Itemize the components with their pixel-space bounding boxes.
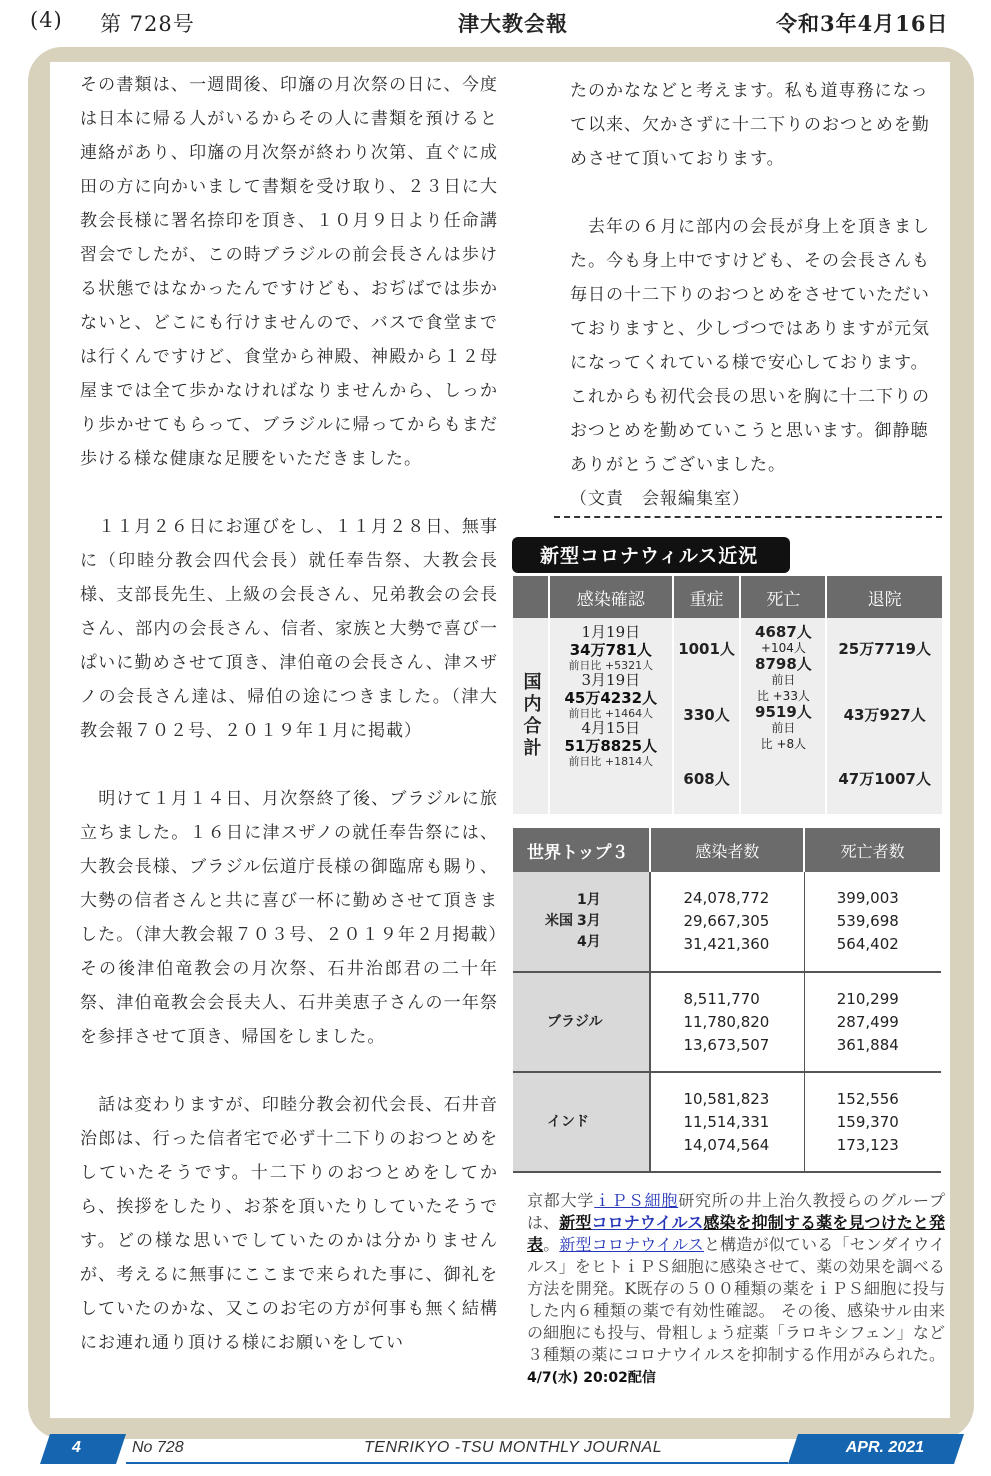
deaths-diff: 比 +33人 <box>756 689 810 703</box>
world-top3-table <box>513 828 942 1173</box>
news-text: 研究所の井上治久教授らのグループは、 <box>527 1191 945 1232</box>
news-bold: 感染を抑制する薬を見つけたと発表 <box>527 1213 945 1254</box>
month-label: 1月 <box>577 892 601 908</box>
news-bold: 新型 <box>559 1213 592 1232</box>
cases-cell <box>650 1072 804 1172</box>
cases-value: 11,514,331 <box>683 1112 770 1131</box>
column-header: 死亡 <box>740 576 826 618</box>
date-label: 1月19日 <box>581 623 641 641</box>
cases-value: 11,780,820 <box>683 1012 770 1031</box>
news-text: 京都大学 <box>527 1191 595 1210</box>
country-name: ブラジル <box>513 972 650 1072</box>
date-label: 4月15日 <box>581 719 641 737</box>
news-text: 。 <box>543 1235 560 1254</box>
deaths-diff: 比 +8人 <box>760 737 807 751</box>
confirmed-cell <box>549 618 673 814</box>
deaths-value: 287,499 <box>836 1012 899 1031</box>
footer-page: 4 <box>72 1439 81 1456</box>
deaths-value: 210,299 <box>836 989 899 1008</box>
corona-banner: 新型コロナウィルス近況 <box>512 537 790 573</box>
deaths-value: 4687人 <box>755 623 812 641</box>
footer-issue: No 728 <box>132 1439 184 1456</box>
deaths-cell <box>740 618 826 814</box>
dashed-divider <box>554 516 942 518</box>
ips-link[interactable]: ｉＰＳ細胞 <box>594 1191 679 1210</box>
issue-date: 令和3年4月16日 <box>776 11 949 36</box>
news-clip <box>527 1190 945 1389</box>
country-cell <box>513 872 650 972</box>
recovered-value: 47万1007人 <box>838 770 931 788</box>
page-number: (4) <box>30 8 63 32</box>
deaths-value: 173,123 <box>836 1135 899 1154</box>
article-paragraph: たのかななどと考えます。私も道専務になって以来、欠かさずに十二下りのおつとめを勤めさせて頂いております。 <box>570 81 930 169</box>
coronavirus-link[interactable]: コロナウイルス <box>591 1213 704 1232</box>
deaths-value: 8798人 <box>755 655 812 673</box>
deaths-cell <box>804 1072 941 1172</box>
cases-value: 31,421,360 <box>683 935 770 953</box>
cases-value: 24,078,772 <box>683 889 770 907</box>
article-paragraph: １１月２６日にお運びをし、１１月２８日、無事に（印睦分教会四代会長）就任奉告祭、大教会長様、支部長先生、上級の会長さん、兄弟教会の会長さん、部内の会長さん、信者、家族と大勢で喜び一ぱいに勤めさせて頂き、津伯竜の会長さん、津スザノの会長さん達は、帰伯の途につきました。（津大教会報７０２号、２０１９年１月に掲載） <box>80 517 498 741</box>
cases-value: 13,673,507 <box>683 1035 770 1054</box>
cases-cell <box>650 972 804 1072</box>
recovered-value: 25万7719人 <box>838 640 931 658</box>
severe-value: 330人 <box>683 706 730 724</box>
left-column <box>80 68 498 1360</box>
deaths-cell <box>804 972 941 1072</box>
column-header: 世界トップ３ <box>513 828 650 872</box>
deaths-diff: 前日 <box>771 721 796 735</box>
month-label: 4月 <box>577 934 601 950</box>
deaths-value: 539,698 <box>836 912 899 930</box>
severe-value: 608人 <box>683 770 730 788</box>
country-name: インド <box>513 1072 650 1172</box>
recovered-cell <box>826 618 943 814</box>
table-row <box>513 1072 941 1172</box>
deaths-value: 152,556 <box>836 1089 899 1108</box>
diff-value: 前日比 +1464人 <box>568 707 654 720</box>
table-row <box>513 972 941 1072</box>
cases-value: 14,074,564 <box>683 1135 770 1154</box>
deaths-diff: +104人 <box>760 641 806 655</box>
severe-value: 1001人 <box>678 640 735 658</box>
deaths-diff: 前日 <box>771 673 796 687</box>
issue-number: 第 728号 <box>100 12 195 36</box>
page-header <box>0 0 991 46</box>
table-row <box>513 872 941 972</box>
cases-value: 29,667,305 <box>683 912 770 930</box>
article-paragraph: 去年の６月に部内の会長が身上を頂きました。今も身上中ですけども、その会長さんも毎日の十二下りのおつとめをさせていただいておりますと、少しづつではありますが元気になってくれている様で安心しております。これからも初代会長の思いを胸に十二下りのおつとめを勤めていこうと思います。御静聴ありがとうございました。 <box>570 217 930 475</box>
column-header: 死亡者数 <box>804 828 941 872</box>
confirmed-value: 34万781人 <box>569 641 652 659</box>
deaths-value: 564,402 <box>836 935 899 953</box>
column-header: 感染者数 <box>650 828 804 872</box>
deaths-cell <box>804 872 941 972</box>
confirmed-value: 45万4232人 <box>564 689 658 707</box>
country-name: 米国 <box>545 913 573 929</box>
cases-value: 8,511,770 <box>683 989 760 1008</box>
table-corner <box>513 576 549 618</box>
page-footer <box>40 1434 964 1464</box>
month-label: 3月 <box>577 913 601 929</box>
deaths-value: 399,003 <box>836 889 899 907</box>
severe-cell <box>673 618 741 814</box>
credit-line: （文責 会報編集室） <box>570 489 750 509</box>
right-column <box>570 74 932 516</box>
cases-cell <box>650 872 804 972</box>
deaths-value: 361,884 <box>836 1035 899 1054</box>
deaths-value: 159,370 <box>836 1112 899 1131</box>
diff-value: 前日比 +5321人 <box>568 659 654 672</box>
news-text: と構造が似ている「センダイウイルス」をヒトｉＰＳ細胞に感染させて、薬の効果を調べる方法を開発。K既存の５００種類の薬をｉＰＳ細胞に投与した内６種類の薬で有効性確認。 その後、感染サル由来の細胞にも投与、骨粗しょう症薬「ラロキシフェン」など３種類の薬にコロナウイルスを抑制する作用がみられた。 <box>527 1235 946 1364</box>
diff-value: 前日比 +1814人 <box>568 755 654 768</box>
confirmed-value: 51万8825人 <box>564 737 658 755</box>
article-paragraph: その書類は、一週間後、印旛の月次祭の日に、今度は日本に帰る人がいるからその人に書類を預けると連絡があり、印旛の月次祭が終わり次第、直ぐに成田の方に向かいまして書類を受け取り、２３日に大教会長様に署名捺印を頂き、１０月９日より任命講習会でしたが、この時ブラジルの前会長さんは歩ける状態ではなかったんですけども、おぢばでは歩かないと、どこにも行けませんので、バスで食堂までは行くんですけど、食堂から神殿、神殿から１２母屋までは全て歩かなければなりませんから、しっかり歩かせてもらって、ブラジルに帰ってからもまだ歩ける様な健康な足腰をいただきました。 <box>80 75 498 469</box>
footer-date: APR. 2021 <box>845 1439 924 1456</box>
footer-left-tab <box>40 1434 126 1464</box>
footer-journal: TENRIKYO -TSU MONTHLY JOURNAL <box>364 1439 663 1456</box>
article-paragraph: 話は変わりますが、印睦分教会初代会長、石井音治郎は、行った信者宅で必ず十二下りのおつとめをしていたそうです。十二下りのおつとめをしてから、挨拶をしたり、お茶を頂いたりしていたそうです。どの様な思いでしていたのかは分かりませんが、考えるに無事にここまで来られた事に、御礼をしていたのかな、又このお宅の方が何事も無く結構にお連れ通り頂ける様にお願いをしてい <box>80 1095 498 1353</box>
cases-value: 10,581,823 <box>683 1089 770 1108</box>
column-header: 退院 <box>826 576 943 618</box>
coronavirus-link[interactable]: 新型コロナウイルス <box>559 1235 704 1254</box>
news-timestamp: 4/7(水) 20:02配信 <box>527 1370 656 1386</box>
footer-line <box>126 1462 788 1464</box>
row-label: 国内合計 <box>513 618 549 814</box>
recovered-value: 43万927人 <box>843 706 926 724</box>
deaths-value: 9519人 <box>755 703 812 721</box>
article-paragraph: 明けて１月１４日、月次祭終了後、ブラジルに旅立ちました。１６日に津スザノの就任奉告祭には、大教会長様、ブラジル伝道庁長様の御臨席も賜り、大勢の信者さんと共に喜び一杯に勤めさせて頂きました。（津大教会報７０３号、２０１９年２月掲載）その後津伯竜教会の月次祭、石井治郎君の二十年祭、津伯竜教会会長夫人、石井美恵子さんの一年祭を参拝させて頂き、帰国をしました。 <box>80 789 498 1047</box>
newsletter-title: 津大教会報 <box>458 11 568 36</box>
domestic-covid-table <box>513 576 944 814</box>
column-header: 重症 <box>673 576 741 618</box>
date-label: 3月19日 <box>581 671 641 689</box>
column-header: 感染確認 <box>549 576 673 618</box>
